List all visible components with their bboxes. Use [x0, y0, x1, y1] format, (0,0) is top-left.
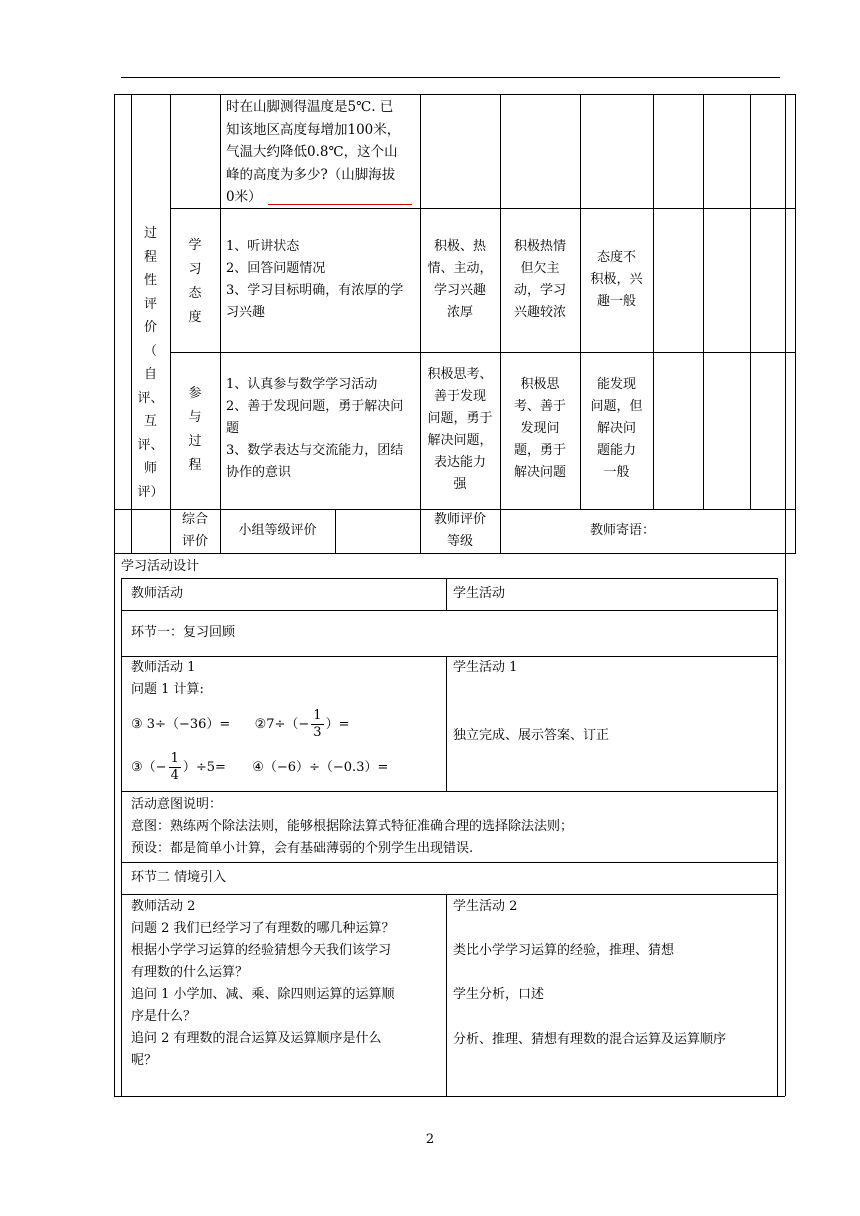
level-line: 积极思考、: [427, 367, 493, 382]
question-line: 0米）: [226, 189, 262, 205]
group-level-eval: 小组等级评价: [238, 523, 317, 538]
row-line: [114, 94, 796, 95]
stage-1-title: 环节一：复习回顾: [131, 625, 236, 640]
level-line: 解决问题，: [427, 433, 493, 448]
level-line: 表达能力: [433, 455, 486, 470]
col-line: [653, 94, 654, 509]
attitude-level-b: [500, 236, 580, 324]
col-line: [446, 578, 447, 610]
col-line: [777, 578, 778, 1096]
col-line: [703, 94, 704, 509]
label-char: 与: [188, 410, 202, 425]
teacher-level-eval: [420, 509, 500, 553]
student-activity-2-a: 类比小学学习运算的经验，推理、猜想: [453, 943, 675, 958]
label-char: 师: [143, 461, 157, 476]
denominator: 4: [170, 768, 179, 783]
label-char: （: [143, 343, 157, 359]
page-number: 2: [425, 1132, 435, 1147]
level-line: 善于发现: [433, 389, 486, 404]
attitude-label: [170, 234, 220, 330]
participation-level-c: [580, 374, 653, 484]
teacher-activity-2-line: 序是什么？: [131, 1009, 197, 1024]
question-line: 气温大约降低0.8℃，这个山: [226, 144, 398, 160]
level-line: 考、善于: [513, 399, 566, 414]
expr-2a-prefix: ③（−: [131, 760, 167, 775]
participation-criteria: [226, 374, 422, 484]
level-line: 发现问: [520, 421, 560, 436]
label-char: 过: [188, 434, 202, 449]
col-header-student: 学生活动: [453, 586, 506, 601]
intent-title: 活动意图说明：: [131, 797, 223, 812]
col-line: [446, 656, 447, 791]
criteria-line: 3、数学表达与交流能力，团结: [226, 443, 404, 458]
question-line: 峰的高度为多少?（山脚海拔: [226, 166, 396, 183]
expr-1b-prefix: ②7÷（−: [254, 717, 310, 732]
expr-1a: ③ 3÷（−36）=: [131, 717, 231, 732]
label-char: 评）: [137, 484, 164, 500]
label-char: 态: [188, 286, 202, 301]
level-line: 积极，兴: [590, 272, 643, 287]
numerator: 1: [170, 751, 179, 766]
student-activity-2-c: 分析、推理、猜想有理数的混合运算及运算顺序: [453, 1032, 727, 1047]
teacher-message: 教师寄语：: [590, 523, 656, 538]
col-line: [750, 94, 751, 509]
label-line: 等级: [446, 534, 473, 549]
table-right-border: [785, 94, 786, 1096]
question-line: 时在山脚测得温度是5℃. 已: [226, 99, 394, 115]
criteria-line: 2、善于发现问题，勇于解决问: [226, 399, 404, 414]
expr-1b-suffix: ）=: [325, 717, 350, 732]
row-line: [121, 610, 778, 611]
participation-label: [170, 382, 220, 478]
criteria-line: 1、听讲状态: [226, 239, 300, 254]
label-char: 互: [143, 414, 157, 429]
teacher-activity-2-line: 追问 1 小学加、减、乘、除四则运算的运算顺: [131, 987, 395, 1002]
row-line: [121, 791, 778, 792]
student-activity-1-title: 学生活动 1: [453, 660, 518, 675]
label-char: 程: [143, 249, 157, 265]
participation-level-a: [420, 364, 500, 496]
col-line: [446, 894, 447, 1096]
header-rule: [121, 77, 780, 78]
label-line: 评价: [181, 534, 208, 549]
level-line: 动，学习: [513, 283, 566, 298]
level-line: 一般: [603, 465, 630, 480]
fraction-one-third: [311, 708, 323, 741]
teacher-activity-2-line: 追问 2 有理数的混合运算及运算顺序是什么: [131, 1031, 382, 1046]
level-line: 能发现: [596, 377, 636, 392]
numerator: 1: [313, 708, 322, 723]
summary-label: [170, 509, 220, 553]
level-line: 情、主动，: [427, 261, 493, 276]
label-char: 性: [143, 273, 157, 288]
fraction-one-fourth: [169, 751, 181, 784]
criteria-line: 3、学习目标明确，有浓厚的学: [226, 283, 404, 298]
label-char: 程: [188, 458, 202, 473]
teacher-activity-1-question: 问题 1 计算:: [131, 682, 204, 697]
student-activity-2-b: 学生分析，口述: [453, 987, 545, 1002]
level-line: 趣一般: [596, 294, 636, 309]
bottom-line: [114, 1096, 785, 1097]
row-line: [121, 656, 778, 657]
criteria-line: 2、回答问题情况: [226, 261, 326, 276]
table-left-border: [114, 94, 115, 1096]
teacher-activity-2-line: 呢？: [131, 1053, 158, 1068]
row-line: [170, 352, 796, 353]
label-char: 自: [143, 367, 157, 382]
criteria-line: 1、认真参与数学学习活动: [226, 377, 378, 392]
level-line: 浓厚: [446, 305, 473, 320]
col-line: [500, 94, 501, 554]
teacher-activity-2-line: 问题 2 我们已经学习了有理数的哪几种运算？: [131, 921, 395, 936]
intent-line-1: 意图：熟练两个除法法则，能够根据除法算式特征准确合理的选择除法法则；: [131, 819, 574, 834]
attitude-level-a: [420, 236, 500, 324]
col-header-teacher: 教师活动: [131, 586, 184, 601]
row-line: [121, 862, 778, 863]
level-line: 积极思: [520, 377, 560, 392]
level-line: 积极、热: [433, 239, 486, 254]
row-line: [121, 578, 778, 579]
label-char: 参: [188, 386, 202, 401]
expr-2b: ④（−6）÷（−0.3）=: [252, 760, 389, 775]
label-char: 评、: [137, 437, 164, 453]
criteria-line: 协作的意识: [226, 465, 292, 480]
label-char: 评: [143, 296, 157, 312]
level-line: 强: [453, 477, 467, 492]
teacher-activity-2-line: 根据小学学习运算的经验猜想今天我们该学习: [131, 943, 392, 958]
label-char: 过: [143, 226, 157, 241]
level-line: 问题，勇于: [427, 411, 493, 426]
stage-2-title: 环节二 情境引入: [131, 870, 227, 885]
level-line: 但欠主: [520, 261, 560, 276]
level-line: 解决问: [596, 421, 636, 436]
question-text: [226, 96, 422, 209]
col-line: [121, 578, 122, 1096]
teacher-activity-2-line: 有理数的什么运算？: [131, 965, 249, 980]
intent-line-2: 预设：都是简单小计算，会有基础薄弱的个别学生出现错误.: [131, 841, 474, 856]
label-char: 评、: [137, 390, 164, 406]
participation-level-b: [500, 374, 580, 484]
row-line: [121, 894, 778, 895]
teacher-activity-2: [131, 896, 441, 1072]
level-line: 兴趣较浓: [513, 305, 566, 320]
expr-row-2: [131, 748, 388, 788]
col-line: [220, 94, 221, 554]
denominator: 3: [313, 725, 322, 740]
teacher-activity-2-title: 教师活动 2: [131, 899, 196, 914]
level-line: 题，勇于: [513, 443, 566, 458]
level-line: 问题，但: [590, 399, 643, 414]
row-line: [114, 553, 796, 554]
attitude-criteria: [226, 236, 422, 324]
level-line: 积极热情: [513, 239, 566, 254]
label-char: 学: [188, 238, 202, 253]
label-char: 习: [188, 262, 202, 277]
expr-2a-suffix: ）÷5=: [182, 760, 226, 775]
level-line: 态度不: [596, 250, 636, 265]
label-char: 价: [143, 320, 157, 335]
student-activity-1-text: 独立完成、展示答案、订正: [453, 728, 610, 743]
criteria-line: 习兴趣: [226, 305, 266, 320]
criteria-line: 题: [226, 421, 240, 436]
level-line: 解决问题: [513, 465, 566, 480]
process-eval-label: [131, 222, 170, 504]
teacher-activity-1-title: 教师活动 1: [131, 660, 196, 675]
label-line: 综合: [181, 512, 208, 527]
outer-right-border: [795, 94, 796, 554]
answer-blank-line: [268, 204, 412, 205]
expr-row-1: [131, 705, 349, 745]
label-char: 度: [188, 310, 202, 325]
level-line: 题能力: [596, 443, 636, 458]
col-line: [335, 509, 336, 554]
question-line: 知该地区高度每增加100米，: [226, 121, 401, 138]
attitude-level-c: [580, 247, 653, 313]
level-line: 学习兴趣: [433, 283, 486, 298]
section-title: 学习活动设计: [121, 559, 200, 574]
label-line: 教师评价: [433, 512, 486, 527]
student-activity-2-title: 学生活动 2: [453, 899, 518, 914]
